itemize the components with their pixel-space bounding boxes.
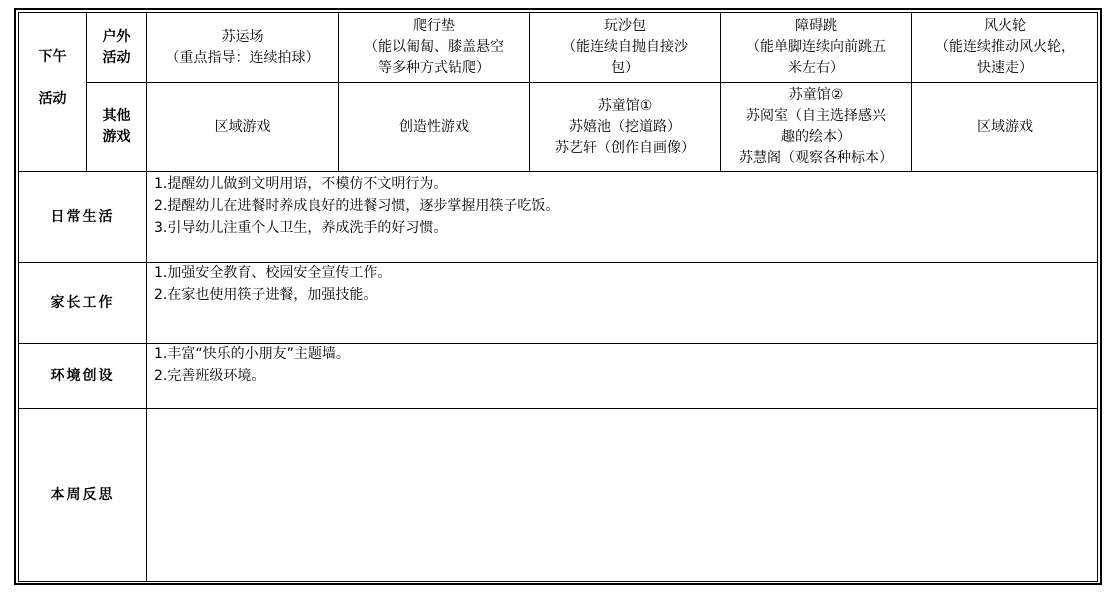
daily-life-line: 1.提醒幼儿做到文明用语，不模仿不文明行为。 — [154, 176, 448, 192]
environment-content — [154, 343, 350, 387]
daily-life-label: 日常生活 — [50, 208, 115, 225]
outdoor-item: 苏运场 （重点指导：连续拍球） — [165, 28, 320, 66]
outdoor-activity-label: 户外 活动 — [102, 28, 131, 66]
outdoor-item: 障碍跳 （能单脚连续向前跳五 米左右） — [746, 18, 886, 76]
other-games-label: 其他 游戏 — [102, 108, 131, 145]
other-game-item: 区域游戏 — [214, 118, 271, 135]
daily-life-line: 3.引导幼儿注重个人卫生，养成洗手的好习惯。 — [154, 220, 448, 236]
other-game-item: 苏童馆① 苏嬉池（挖道路） 苏艺轩（创作自画像） — [555, 97, 695, 156]
other-game-item: 区域游戏 — [977, 118, 1033, 135]
daily-life-content — [154, 173, 559, 239]
grid-line — [18, 408, 1098, 409]
grid-line — [18, 171, 1098, 172]
daily-life-line: 2.提醒幼儿在进餐时养成良好的进餐习惯，逐步掌握用筷子吃饭。 — [154, 198, 560, 214]
other-game-item: 苏童馆② 苏阅室（自主选择感兴 趣的绘本） 苏慧阁（观察各种标本） — [739, 87, 893, 166]
environment-line: 1.丰富“快乐的小朋友”主题墙。 — [154, 346, 350, 362]
parent-work-line: 2.在家也使用筷子进餐，加强技能。 — [154, 287, 378, 303]
parent-work-label: 家长工作 — [50, 294, 115, 311]
environment-label: 环境创设 — [50, 367, 115, 384]
outdoor-item: 玩沙包 （能连续自抛自接沙 包） — [562, 18, 688, 76]
parent-work-line: 1.加强安全教育、校园安全宣传工作。 — [154, 265, 392, 281]
afternoon-activity-label: 下午 活动 — [38, 49, 67, 107]
environment-line: 2.完善班级环境。 — [154, 368, 266, 384]
reflection-label: 本周反思 — [50, 486, 115, 503]
other-game-item: 创造性游戏 — [399, 118, 469, 135]
outdoor-item: 风火轮 （能连续推动风火轮， 快速走） — [935, 18, 1075, 76]
outdoor-item: 爬行垫 （能以匍匐、膝盖悬空 等多种方式钻爬） — [364, 18, 504, 76]
parent-work-content — [154, 262, 391, 306]
